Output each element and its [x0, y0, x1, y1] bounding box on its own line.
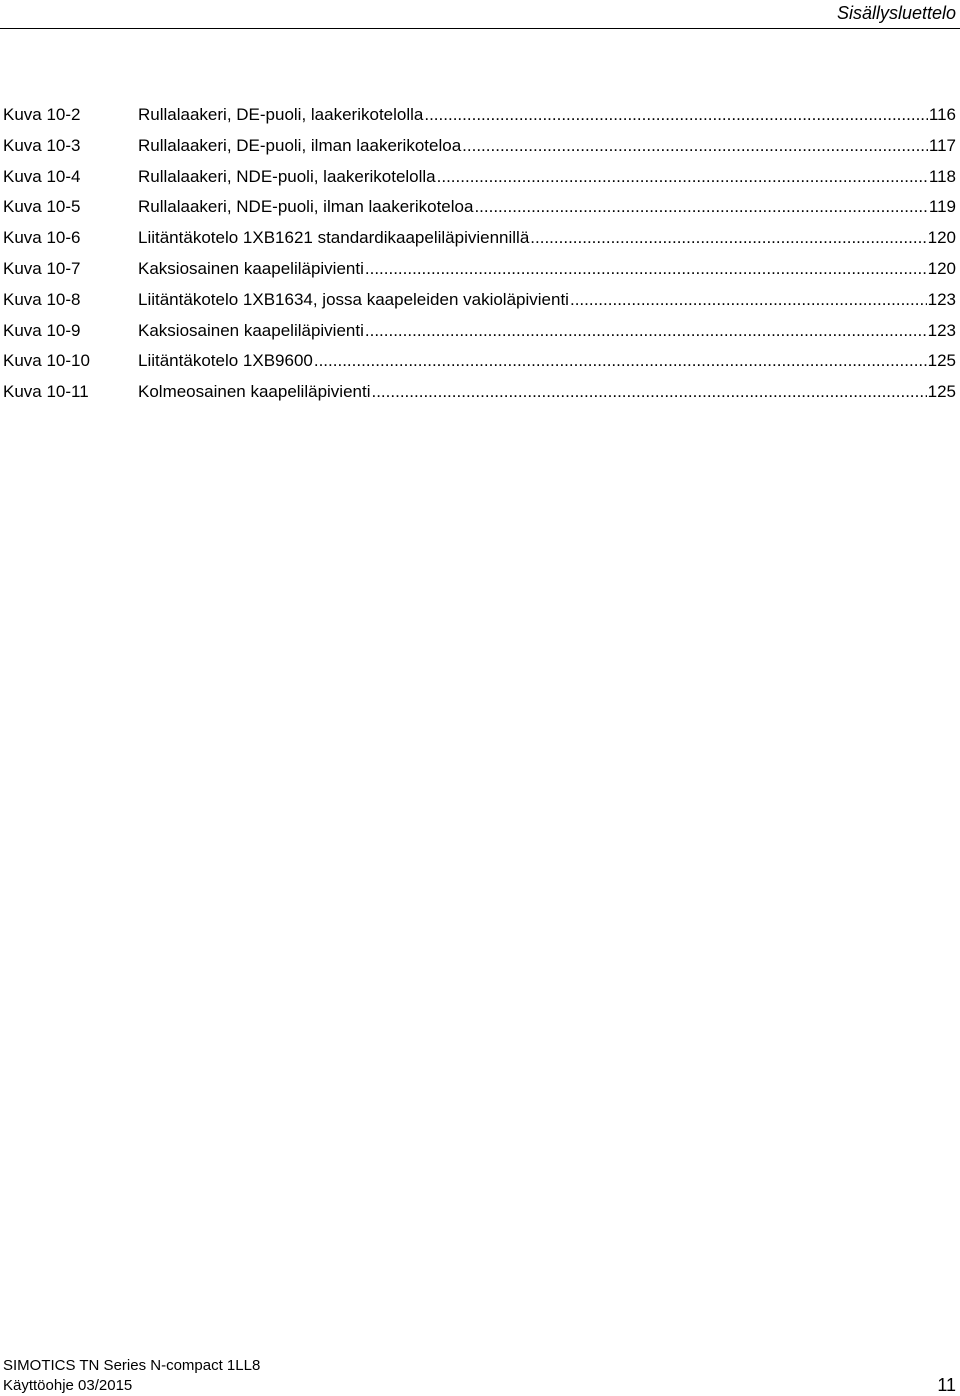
header-divider: [0, 28, 960, 29]
footer-manual-edition: Käyttöohje 03/2015: [3, 1377, 133, 1394]
toc-entry: [138, 133, 956, 159]
toc-entry: [138, 318, 956, 344]
dot-leader: [570, 287, 927, 313]
dot-leader: [371, 379, 926, 405]
figure-title[interactable]: Kaksiosainen kaapeliläpivienti: [138, 258, 364, 278]
page-number[interactable]: 125: [927, 351, 956, 371]
toc-entry: [138, 225, 956, 251]
figure-label: Kuva 10-3: [3, 135, 81, 155]
figure-title[interactable]: Liitäntäkotelo 1XB9600: [138, 351, 313, 371]
page-number[interactable]: 119: [928, 197, 956, 217]
figure-title[interactable]: Rullalaakeri, NDE-puoli, laakerikotelolla: [138, 166, 436, 186]
figure-title[interactable]: Rullalaakeri, NDE-puoli, ilman laakerikoteloa: [138, 197, 474, 217]
toc-entry: [138, 379, 956, 405]
dot-leader: [462, 133, 928, 159]
toc-entry: [138, 256, 956, 282]
toc-row[interactable]: [0, 133, 956, 164]
figure-label: Kuva 10-6: [3, 228, 81, 248]
figure-title[interactable]: Kolmeosainen kaapeliläpivienti: [138, 382, 371, 402]
figure-label: Kuva 10-4: [3, 166, 81, 186]
figure-list: [0, 102, 956, 410]
toc-row[interactable]: [0, 225, 956, 256]
figure-label: Kuva 10-11: [3, 382, 89, 402]
dot-leader: [474, 194, 927, 220]
dot-leader: [437, 164, 928, 190]
toc-entry: [138, 194, 956, 220]
figure-label: Kuva 10-7: [3, 258, 81, 278]
running-header-title: Sisällysluettelo: [836, 3, 956, 23]
figure-label: Kuva 10-8: [3, 289, 81, 309]
toc-entry: [138, 348, 956, 374]
toc-row[interactable]: [0, 256, 956, 287]
page-number[interactable]: 123: [927, 320, 956, 340]
toc-row[interactable]: [0, 287, 956, 318]
toc-row[interactable]: [0, 194, 956, 225]
dot-leader: [365, 318, 927, 344]
toc-row[interactable]: [0, 318, 956, 349]
page-number[interactable]: 118: [928, 166, 956, 186]
toc-row[interactable]: [0, 379, 956, 410]
page-number[interactable]: 125: [927, 382, 956, 402]
figure-title[interactable]: Liitäntäkotelo 1XB1634, jossa kaapeleiden vakioläpivienti: [138, 289, 569, 309]
figure-label: Kuva 10-9: [3, 320, 81, 340]
figure-title[interactable]: Kaksiosainen kaapeliläpivienti: [138, 320, 364, 340]
page-number[interactable]: 116: [928, 105, 956, 124]
figure-label: Kuva 10-10: [3, 351, 90, 371]
figure-title[interactable]: Rullalaakeri, DE-puoli, laakerikotelolla: [138, 105, 424, 124]
toc-entry: [138, 164, 956, 190]
toc-entry: [138, 102, 956, 128]
figure-label: Kuva 10-2: [3, 105, 81, 124]
page-number[interactable]: 117: [928, 135, 956, 155]
dot-leader: [314, 348, 927, 374]
dot-leader: [365, 256, 927, 282]
toc-entry: [138, 287, 956, 313]
toc-row[interactable]: [0, 102, 956, 133]
figure-title[interactable]: Liitäntäkotelo 1XB1621 standardikaapeliläpiviennillä: [138, 228, 530, 248]
toc-row[interactable]: [0, 348, 956, 379]
page-number[interactable]: 123: [927, 289, 956, 309]
dot-leader: [424, 102, 928, 128]
figure-label: Kuva 10-5: [3, 197, 81, 217]
figure-title[interactable]: Rullalaakeri, DE-puoli, ilman laakerikoteloa: [138, 135, 462, 155]
dot-leader: [530, 225, 926, 251]
footer-page-number: 11: [937, 1375, 956, 1395]
page-number[interactable]: 120: [927, 228, 956, 248]
toc-row[interactable]: [0, 164, 956, 195]
page-number[interactable]: 120: [927, 258, 956, 278]
footer-product-name: SIMOTICS TN Series N-compact 1LL8: [3, 1357, 261, 1374]
